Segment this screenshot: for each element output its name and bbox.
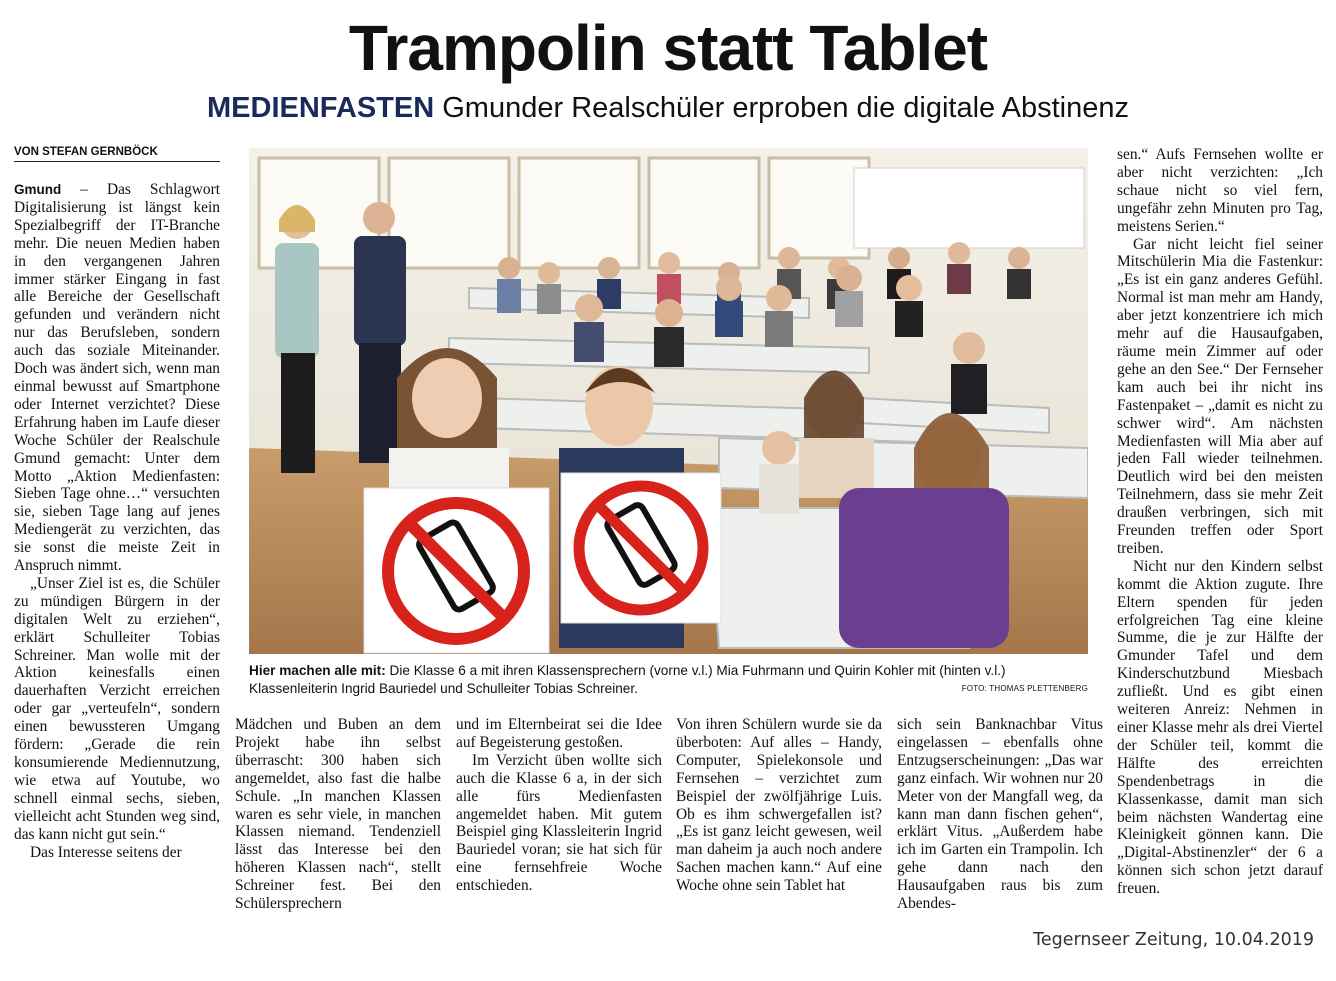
class-photo xyxy=(249,148,1088,654)
article-column-5: sich sein Banknachbar Vitus eingelassen – ebenfalls ohne Entzugserscheinungen: „Das war ganz einfach. Wir wohnen nur 20 Meter von der Mangfall weg, da kann man dann fischen gehen“, erklärt Vitus. „Außerdem habe ich im Garten ein Trampolin. Ich gehe dann nach den Hausaufgaben raus bis zum Abendes- xyxy=(897,716,1103,913)
paragraph: sen.“ Aufs Fernsehen wollte er aber nicht verzichten: „Ich schaue nicht so viel fern, ungefähr zehn Minuten pro Tag, meistens Serien.“ xyxy=(1117,146,1323,235)
subheadline xyxy=(0,90,1336,126)
teacher-left xyxy=(275,205,319,473)
article-column-4: Von ihren Schülern wurde sie da überboten: Auf alles – Handy, Computer, Spielekonsole und Fernsehen – verzichtet zum Beispiel der zwölfjährige Luis. Ob es ihm schwergefallen ist? „Es ist ganz leicht gewesen, weil man daheim ja auch noch andere Sachen machen kann.“ Auf eine Woche ohne sein Tablet hat xyxy=(676,716,882,895)
article-column-2: Mädchen und Buben an dem Projekt habe ihn selbst überrascht: 300 haben sich angemeldet, also fast die halbe Schule. „In manchen Klassen waren es sehr viele, in manchen Klassen niemand. Tendenziell lässt das Interesse bei den höheren Klassen nach“, stellt Schreiner fest. Bei den Schülersprechern xyxy=(235,716,441,913)
no-phone-sign-right xyxy=(561,473,721,623)
byline: VON STEFAN GERNBÖCK xyxy=(14,146,220,162)
paragraph: Nicht nur den Kindern selbst kommt die Aktion zugute. Ihre Eltern spenden für jeden erfolgreichen Tag eine kleine Summe, die je zur Hälfte der Gmunder Tafel und dem Kinderschutzbund Miesbach zufließt. Und es gibt einen weiteren Anreiz: Nehmen in einer Klasse mehr als drei Viertel der Schüler teil, kommt die Hälfte des erreichten Spendenbetrags in die Klassenkasse, damit man sich beim nächsten Wandertag eine Kleinigkeit gönnen kann. Die „Digital-Abstinenzler“ der 6 a können sich schon jetzt darauf freuen. xyxy=(1117,557,1323,898)
whiteboard xyxy=(854,168,1084,248)
paragraph-text: – Das Schlagwort Digitalisierung ist längst kein Spezialbegriff der IT-Branche mehr. Die neuen Medien haben in den vergangenen Jahren immer stärker Eingang in fast alle Bereiche der Gesellschaft gefunden und verändern nicht nur das Berufsleben, sondern auch das soziale Miteinander. Doch was ändert sich, wenn man einmal bewusst auf Smartphone oder Internet verzichtet? Diese Erfahrung haben im Laufe dieser Woche Schüler der Realschule Gmund gemacht: Unter dem Motto „Aktion Medienfasten: Sieben Tage ohne…“ versuchten sie, sieben Tage lang auf jenes Mediengerät zu verzichten, das sie sonst die meiste Zeit in Anspruch nimmt. xyxy=(14,181,220,575)
headline: Trampolin statt Tablet xyxy=(348,12,988,84)
dateline: Gmund xyxy=(14,182,62,197)
paragraph: Im Verzicht üben wollte sich auch die Klasse 6 a, in der sich alle fürs Medienfasten angemeldet haben. Mit gutem Beispiel ging Klassleiterin Ingrid Bauriedel voran; sie hat sich für eine fernsehfreie Woche entschieden. xyxy=(456,751,662,895)
subhead-kicker: MEDIENFASTEN xyxy=(207,92,435,124)
caption-text: Die Klasse 6 a mit ihren Klassensprechern (vorne v.l.) Mia Fuhrmann und Quirin Kohler mit (hinten v.l.) Klassenleiterin Ingrid Bauriedel und Schulleiter Tobias Schreiner. xyxy=(249,663,1006,696)
article-column-1 xyxy=(14,181,220,916)
photo-caption xyxy=(249,662,1088,698)
article-column-3 xyxy=(456,716,662,916)
source-line: Tegernseer Zeitung, 10.04.2019 xyxy=(1033,930,1314,950)
caption-lead: Hier machen alle mit: xyxy=(249,663,386,678)
paragraph: und im Elternbeirat sei die Idee auf Begeisterung gestoßen. xyxy=(456,716,662,751)
photo-credit: FOTO: THOMAS PLETTENBERG xyxy=(961,684,1088,693)
paragraph xyxy=(14,181,220,575)
paragraph: „Unser Ziel ist es, die Schüler zu mündigen Bürgern in der digitalen Welt zu erziehen“, erklärt Schulleiter Tobias Schreiner. Man wolle mit der Aktion keinesfalls einen dauerhaften Verzicht erreichen oder gar „verteufeln“, sondern einen bewussteren Umgang fördern: „Gerade die rein konsumierende Mediennutzung, wie etwa auf Youtube, wo schnell einmal sechs, sieben, vielleicht acht Stunden weg sind, das kann nicht gut sein.“ xyxy=(14,574,220,843)
article-column-6 xyxy=(1117,146,1323,916)
photo-illustration xyxy=(249,148,1088,654)
subhead-text: Gmunder Realschüler erproben die digitale Abstinenz xyxy=(442,92,1129,124)
paragraph: Das Interesse seitens der xyxy=(30,843,182,861)
no-phone-sign-left xyxy=(364,488,549,653)
purple-jacket xyxy=(839,488,1009,648)
paragraph: Gar nicht leicht fiel seiner Mitschülerin Mia die Fastenkur: „Es ist ein ganz anderes Gefühl. Normal ist man mehr am Handy, aber jetzt konzentriere ich mich mehr auf die Hausaufgaben, räume mein Zimmer auf oder gehe an den See.“ Der Fernseher kam auch bei ihr nicht ins Fastenpaket – „damit es nicht zu schwer wird“. Am nächsten Medienfasten will Mia aber auf jeden Fall wieder teilnehmen. Deutlich wird bei den meisten Teilnehmern, dass sie mehr Zeit draußen verbringen, sich mit Freunden treffen oder Sport treiben. xyxy=(1117,235,1323,557)
